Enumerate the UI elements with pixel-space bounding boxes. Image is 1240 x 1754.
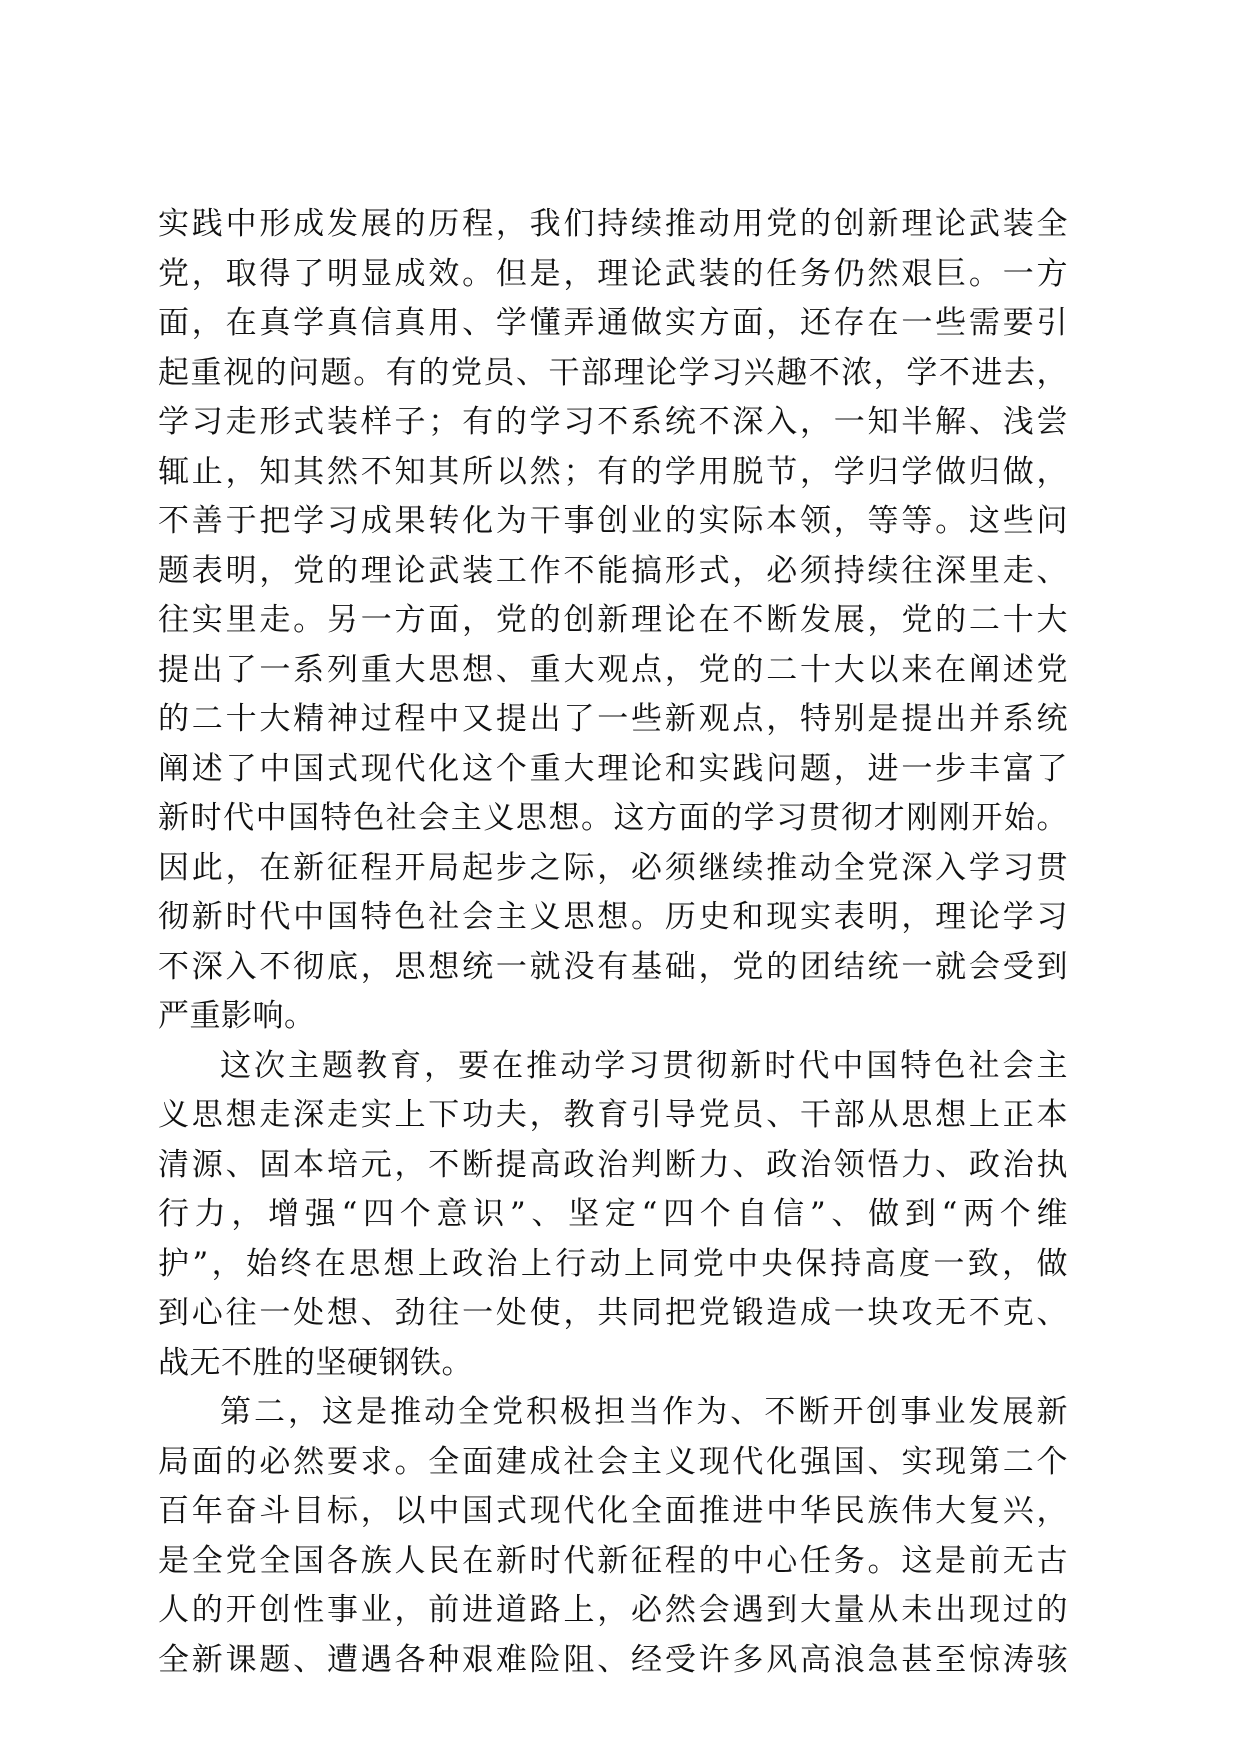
text-line: 提出了一系列重大思想、重大观点，党的二十大以来在阐述党	[158, 651, 1068, 688]
body-text	[158, 200, 1068, 1685]
text-line: 党，取得了明显成效。但是，理论武装的任务仍然艰巨。一方	[158, 255, 1068, 292]
text-line: 战无不胜的坚硬钢铁。	[158, 1344, 473, 1381]
text-line: 因此，在新征程开局起步之际，必须继续推动全党深入学习贯	[158, 849, 1068, 886]
text-line: 彻新时代中国特色社会主义思想。历史和现实表明，理论学习	[158, 899, 1068, 935]
text-line: 行力，增强“四个意识”、坚定“四个自信”、做到“两个维	[158, 1196, 1068, 1232]
text-line: 到心往一处想、劲往一处使，共同把党锻造成一块攻无不克、	[158, 1295, 1068, 1331]
text-line: 不深入不彻底，思想统一就没有基础，党的团结统一就会受到	[158, 948, 1068, 985]
paragraph-1	[158, 200, 1068, 1042]
text-line: 学习走形式装样子；有的学习不系统不深入，一知半解、浅尝	[158, 404, 1068, 440]
text-line: 百年奋斗目标，以中国式现代化全面推进中华民族伟大复兴，	[158, 1493, 1068, 1529]
paragraph-3	[158, 1388, 1068, 1685]
text-line: 面，在真学真信真用、学懂弄通做实方面，还存在一些需要引	[158, 305, 1068, 341]
text-line: 实践中形成发展的历程，我们持续推动用党的创新理论武装全	[158, 206, 1068, 242]
text-line: 新时代中国特色社会主义思想。这方面的学习贯彻才刚刚开始。	[158, 800, 1068, 836]
paragraph-2	[158, 1042, 1068, 1389]
text-line: 这次主题教育，要在推动学习贯彻新时代中国特色社会主	[220, 1047, 1068, 1084]
text-line: 辄止，知其然不知其所以然；有的学用脱节，学归学做归做，	[158, 453, 1068, 490]
text-line: 局面的必然要求。全面建成社会主义现代化强国、实现第二个	[158, 1443, 1068, 1480]
text-line: 是全党全国各族人民在新时代新征程的中心任务。这是前无古	[158, 1542, 1068, 1579]
text-line: 严重影响。	[158, 998, 316, 1034]
text-line: 起重视的问题。有的党员、干部理论学习兴趣不浓，学不进去，	[158, 354, 1068, 391]
text-line: 第二，这是推动全党积极担当作为、不断开创事业发展新	[220, 1394, 1068, 1430]
text-line: 护”，始终在思想上政治上行动上同党中央保持高度一致，做	[158, 1245, 1068, 1282]
text-line: 题表明，党的理论武装工作不能搞形式，必须持续往深里走、	[158, 552, 1068, 589]
text-line: 人的开创性事业，前进道路上，必然会遇到大量从未出现过的	[158, 1592, 1068, 1628]
text-line: 的二十大精神过程中又提出了一些新观点，特别是提出并系统	[158, 701, 1068, 737]
text-line: 往实里走。另一方面，党的创新理论在不断发展，党的二十大	[158, 602, 1068, 638]
text-line: 不善于把学习成果转化为干事创业的实际本领，等等。这些问	[158, 503, 1068, 539]
text-line: 全新课题、遭遇各种艰难险阻、经受许多风高浪急甚至惊涛骇	[158, 1641, 1068, 1678]
text-line: 义思想走深走实上下功夫，教育引导党员、干部从思想上正本	[158, 1097, 1068, 1133]
text-line: 阐述了中国式现代化这个重大理论和实践问题，进一步丰富了	[158, 750, 1068, 787]
text-line: 清源、固本培元，不断提高政治判断力、政治领悟力、政治执	[158, 1146, 1068, 1183]
